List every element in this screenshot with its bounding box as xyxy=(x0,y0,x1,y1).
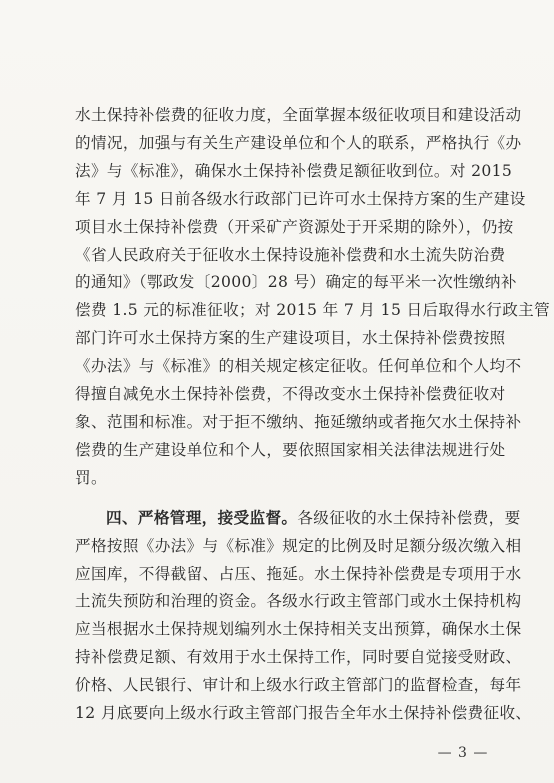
text-line: 水土保持补偿费的征收力度，全面掌握本级征收项目和建设活动 xyxy=(75,106,522,124)
text-line: 严格按照《办法》与《标准》规定的比例及时足额分级次缴入相 xyxy=(75,536,522,555)
text-line: 的情况，加强与有关生产建设单位和个人的联系，严格执行《办 xyxy=(75,133,522,152)
text-line: 价格、人民银行、审计和上级水行政主管部门的监督检查，每年 xyxy=(75,676,522,695)
text-line: 法》与《标准》，确保水土保持补偿费足额征收到位。对 2015 xyxy=(75,161,513,180)
text-line: 罚。 xyxy=(75,468,107,487)
text-line: 持补偿费足额、有效用于水土保持工作，同时要自觉接受财政、 xyxy=(75,648,522,667)
text-line: 《办法》与《标准》的相关规定核定征收。任何单位和个人均不 xyxy=(75,357,522,376)
section-heading: 四、严格管理，接受监督。 xyxy=(106,507,298,527)
paragraph-collection-enforcement xyxy=(75,102,551,493)
text-line: 土流失预防和治理的资金。各级水行政主管部门或水土保持机构 xyxy=(75,592,522,611)
text-line: 的通知》（鄂政发〔2000〕28 号）确定的每平米一次性缴纳补 xyxy=(75,273,517,292)
paragraph-spacer xyxy=(75,493,495,504)
text-line: 偿费 1.5 元的标准征收；对 2015 年 7 月 15 日后取得水行政主管 xyxy=(75,301,551,320)
text-line: 应国库，不得截留、占压、拖延。水土保持补偿费是专项用于水 xyxy=(75,564,522,583)
section-strict-management xyxy=(75,504,532,728)
text-line: 得擅自减免水土保持补偿费，不得改变水土保持补偿费征收对 xyxy=(75,385,506,404)
text-line: 象、范围和标准。对于拒不缴纳、拖延缴纳或者拖欠水土保持补 xyxy=(75,412,522,431)
text-line: 偿费的生产建设单位和个人，要依照国家相关法律法规进行处 xyxy=(75,440,506,459)
text-line: 应当根据水土保持规划编列水土保持相关支出预算，确保水土保 xyxy=(75,620,522,639)
document-body xyxy=(75,102,551,728)
section-first-line-text: 各级征收的水土保持补偿费，要 xyxy=(297,508,521,527)
text-line: 年 7 月 15 日前各级水行政部门已许可水土保持方案的生产建设 xyxy=(75,189,526,208)
text-line: 部门许可水土保持方案的生产建设项目，水土保持补偿费按照 xyxy=(75,329,506,348)
text-line: 《省人民政府关于征收水土保持设施补偿费和水土流失防治费 xyxy=(75,245,506,264)
section-first-line xyxy=(75,504,521,533)
page-number: — 3 — xyxy=(437,745,489,761)
text-line: 项目水土保持补偿费（开采矿产资源处于开采期的除外），仍按 xyxy=(75,217,514,236)
text-line: 12 月底要向上级水行政主管部门报告全年水土保持补偿费征收、 xyxy=(75,704,532,723)
